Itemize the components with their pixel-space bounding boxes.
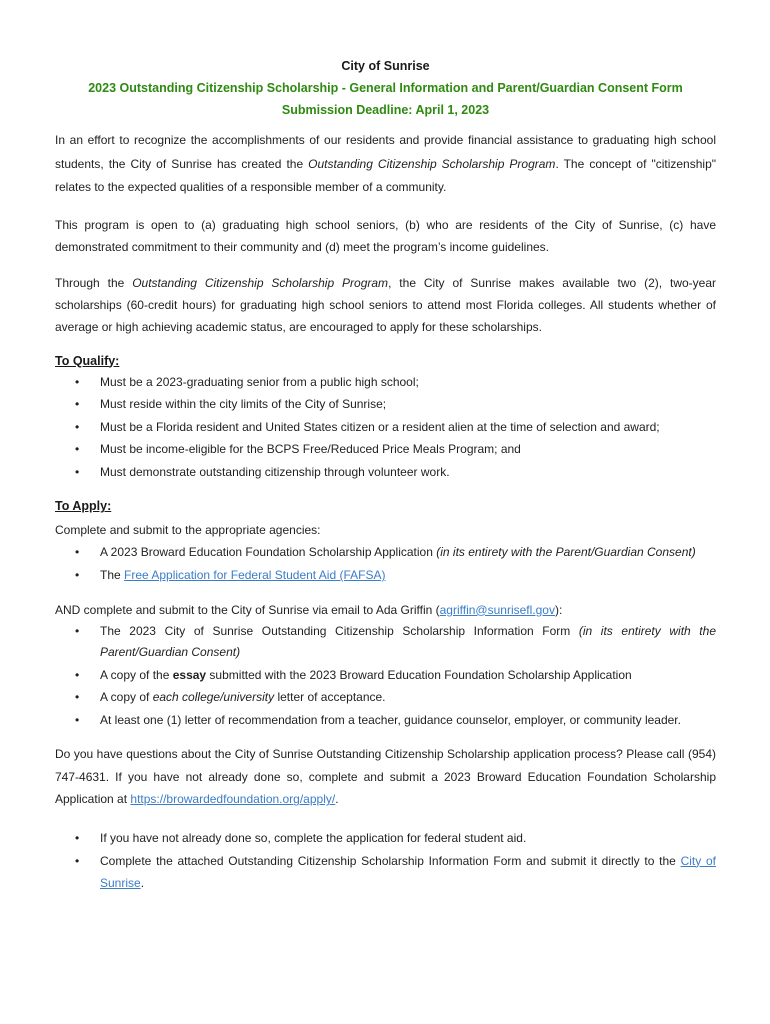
bullet-icon: • — [75, 623, 80, 638]
bullet-icon: • — [75, 397, 80, 412]
submission-deadline: Submission Deadline: April 1, 2023 — [281, 103, 490, 117]
list-item: • A 2023 Broward Education Foundation Scholarship Application (in its entirety with the Parent/Guardian Consent) — [55, 541, 716, 564]
doc-subtitle: 2023 Outstanding Citizenship Scholarship - General Information and Parent/Guardian Consent Form — [88, 81, 683, 95]
apply-agencies-list — [55, 541, 716, 586]
list-item: • At least one (1) letter of recommendation from a teacher, guidance counselor, employer, or community leader. — [55, 709, 716, 732]
bullet-icon: • — [75, 419, 80, 434]
bullet-icon: • — [75, 374, 80, 389]
qualify-list — [55, 371, 716, 484]
doc-title: City of Sunrise — [341, 59, 430, 73]
bullet-icon: • — [75, 442, 80, 457]
foundation-apply-link[interactable]: https://browardedfoundation.org/apply/ — [130, 792, 336, 807]
list-item: • Must be a Florida resident and United States citizen or a resident alien at the time of selection and award; — [55, 416, 716, 439]
apply-intro: Complete and submit to the appropriate agencies: — [55, 523, 321, 538]
final-steps-list — [55, 827, 716, 895]
bullet-icon: • — [75, 545, 80, 560]
questions-paragraph: Do you have questions about the City of Sunrise Outstanding Citizenship Scholarship application process? Please call (954) 747-4631. If you have not already done so, complete and submit a 2023 Broward Education Foundation Scholarship Application at https://browardedfoundation.org/apply/. — [55, 747, 716, 807]
list-item: • If you have not already done so, complete the application for federal student aid. — [55, 827, 716, 850]
qualify-heading: To Qualify: — [55, 353, 120, 368]
email-link[interactable]: agriffin@sunrisefl.gov — [439, 602, 555, 617]
list-item: • Complete the attached Outstanding Citizenship Scholarship Information Form and submit it directly to the City of Sunrise. — [55, 850, 716, 895]
city-of-sunrise-link[interactable]: City of Sunrise — [100, 853, 716, 891]
fafsa-link[interactable]: Free Application for Federal Student Aid (FAFSA) — [124, 568, 386, 583]
city-documents-list — [55, 621, 716, 732]
intro-paragraph-1: In an effort to recognize the accomplishments of our residents and provide financial assistance to graduating high school students, the City of Sunrise has created the Outstanding Citizenship Scholarship Program. The concept of "citizenship" relates to the expected qualities of a responsible member of a community. — [55, 133, 717, 194]
list-item: • A copy of each college/university letter of acceptance. — [55, 686, 716, 709]
apply-heading: To Apply: — [55, 499, 112, 514]
list-item: • The 2023 City of Sunrise Outstanding Citizenship Scholarship Information Form (in its entirety with the Parent/Guardian Consent) — [55, 621, 716, 664]
list-item: • Must be a 2023-graduating senior from a public high school; — [55, 371, 716, 394]
city-submission-instructions: AND complete and submit to the City of Sunrise via email to Ada Griffin (agriffin@sunrisefl.gov): — [55, 602, 563, 617]
list-item: • Must demonstrate outstanding citizenship through volunteer work. — [55, 461, 716, 484]
bullet-icon: • — [75, 690, 80, 705]
intro-paragraph-3: Through the Outstanding Citizenship Scholarship Program, the City of Sunrise makes available two (2), two-year scholarships (60-credit hours) for graduating high school seniors to attend most Florida colleges. All students whether of average or high achieving academic status, are encouraged to apply for these scholarships. — [55, 275, 717, 334]
bullet-icon: • — [75, 712, 80, 727]
list-item: • Must reside within the city limits of the City of Sunrise; — [55, 393, 716, 416]
list-item: • A copy of the essay submitted with the 2023 Broward Education Foundation Scholarship Application — [55, 664, 716, 687]
document-content — [55, 55, 716, 895]
bullet-icon: • — [75, 830, 80, 845]
bullet-icon: • — [75, 568, 80, 583]
bullet-icon: • — [75, 853, 80, 868]
list-item: • Must be income-eligible for the BCPS Free/Reduced Price Meals Program; and — [55, 438, 716, 461]
bullet-icon: • — [75, 667, 80, 682]
intro-paragraph-2: This program is open to (a) graduating high school seniors, (b) who are residents of the City of Sunrise, (c) have demonstrated commitment to their community and (d) meet the program’s income guidelines. — [55, 217, 716, 254]
list-item: • The Free Application for Federal Student Aid (FAFSA) — [55, 564, 716, 587]
bullet-icon: • — [75, 464, 80, 479]
